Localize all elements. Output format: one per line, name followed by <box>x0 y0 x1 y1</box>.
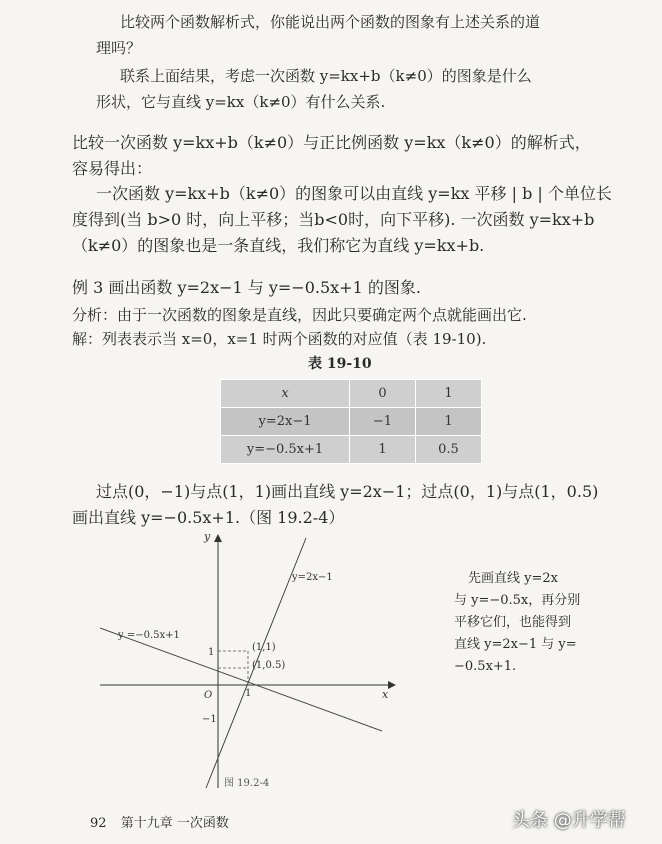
table-cell: y=2x−1 <box>221 408 350 436</box>
line-y-neg-half-x-plus-1 <box>100 628 382 731</box>
table-cell: x <box>221 380 350 408</box>
figure-19-2-4 <box>100 530 400 800</box>
example-solution: 解：列表表示当 x=0，x=1 时两个函数的对应值（表 19-10). <box>72 330 487 348</box>
figure-caption: 图 19.2-4 <box>224 778 270 789</box>
paragraph-4-line-2: 度得到(当 b>0 时，向上平移；当b<0时，向下平移). 一次函数 y=kx+b <box>72 210 595 229</box>
table-cell: 0.5 <box>416 436 482 464</box>
paragraph-2-line-2: 形状，它与直线 y=kx（k≠0）有什么关系. <box>96 93 386 111</box>
table-cell: 1 <box>350 436 416 464</box>
side-note-line: 先画直线 y=2x <box>468 571 558 586</box>
table-row <box>221 436 482 464</box>
value-table <box>220 379 482 464</box>
example-title: 例 3 画出函数 y=2x−1 与 y=−0.5x+1 的图象. <box>72 278 421 297</box>
y-axis-label: y <box>204 530 211 543</box>
paragraph-4-line-3: （k≠0）的图象也是一条直线，我们称它为直线 y=kx+b. <box>72 236 485 255</box>
side-note-line: −0.5x+1. <box>454 659 517 674</box>
tick-y-neg-1: −1 <box>202 714 217 725</box>
chapter-title: 第十九章 一次函数 <box>120 816 229 831</box>
origin-label: O <box>204 690 213 701</box>
table-cell: 1 <box>416 408 482 436</box>
y-axis-arrow-icon <box>214 534 222 542</box>
table-cell: −1 <box>350 408 416 436</box>
point-1-1-label: (1,1) <box>252 642 276 653</box>
table-row <box>221 408 482 436</box>
tick-y-1: 1 <box>208 647 215 658</box>
table-row <box>221 380 482 408</box>
paragraph-3-line-1: 比较一次函数 y=kx+b（k≠0）与正比例函数 y=kx（k≠0）的解析式， <box>72 133 591 152</box>
side-note-line: 直线 y=2x−1 与 y= <box>454 637 577 652</box>
table-cell: 0 <box>350 380 416 408</box>
tick-x-1: 1 <box>245 688 252 699</box>
example-analysis: 分析：由于一次函数的图象是直线，因此只要确定两个点就能画出它. <box>72 306 527 324</box>
paragraph-1-line-2: 理吗？ <box>96 39 142 57</box>
paragraph-1-line-1: 比较两个函数解析式，你能说出两个函数的图象有上述关系的道 <box>120 13 541 31</box>
table-cell: 1 <box>416 380 482 408</box>
point-1-0-5-label: (1,0.5) <box>252 660 286 671</box>
watermark: 头条 @升学帮 <box>512 810 626 831</box>
after-table-line-1: 过点(0，−1)与点(1，1)画出直线 y=2x−1；过点(0，1)与点(1，0.5) <box>96 482 599 501</box>
side-note <box>454 568 580 678</box>
page-footer <box>90 812 229 831</box>
line2-label: y =−0.5x+1 <box>118 630 180 641</box>
side-note-line: 平移它们，也能得到 <box>454 615 572 630</box>
line1-label: y=2x−1 <box>292 572 333 583</box>
x-axis-label: x <box>382 688 389 701</box>
side-note-line: 与 y=−0.5x，再分别 <box>454 593 581 608</box>
paragraph-4-line-1: 一次函数 y=kx+b（k≠0）的图象可以由直线 y=kx 平移 | b | 个单位长 <box>96 184 612 203</box>
paragraph-3-line-2: 容易得出： <box>72 159 153 178</box>
x-axis-arrow-icon <box>388 681 396 689</box>
page-number: 92 <box>90 816 107 831</box>
after-table-line-2: 画出直线 y=−0.5x+1.（图 19.2-4） <box>72 508 345 527</box>
table-cell: y=−0.5x+1 <box>221 436 350 464</box>
paragraph-2-line-1: 联系上面结果，考虑一次函数 y=kx+b（k≠0）的图象是什么 <box>120 67 532 85</box>
table-caption: 表 19-10 <box>308 356 372 372</box>
